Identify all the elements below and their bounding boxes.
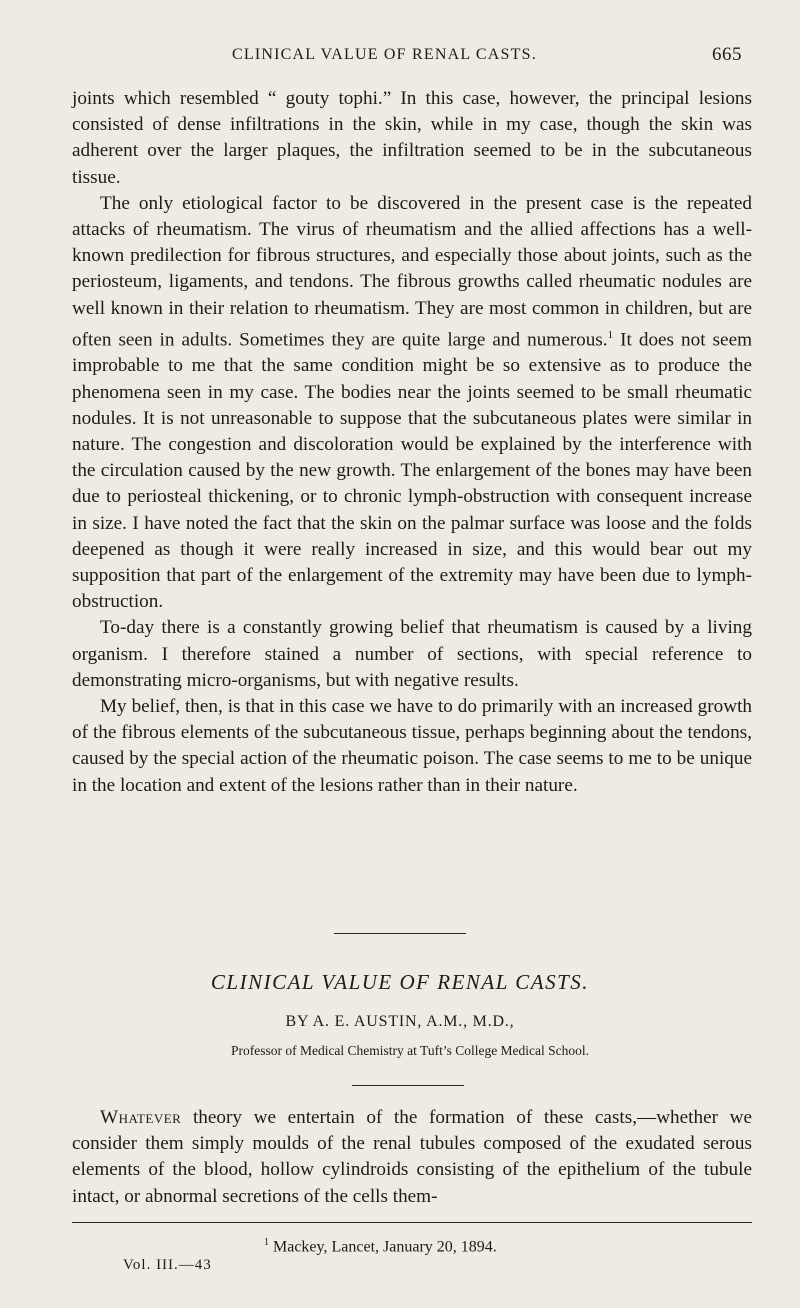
footnote-text: Mackey, Lancet, January 20, 1894.	[273, 1238, 497, 1256]
footnote-number: 1	[264, 1237, 269, 1248]
paragraph	[72, 191, 752, 616]
paragraph-text: The only etiological factor to be discovered in the present case is the repeated attacks of rheumatism. The virus of rheumatism and the allied affections has a well-known predilection for fibrous structures, and especially those about joints, such as the periosteum, ligaments, and tendons. The fibrous growths called rheumatic nodules are well known in their relation to rheumatism. They are most common in children, but are often seen in adults. Sometimes they are quite large and numerous.	[72, 192, 752, 351]
footnote-marker: 1	[607, 328, 614, 341]
article-intro	[72, 1105, 752, 1210]
paragraph: To-day there is a constantly growing belief that rheumatism is caused by a living organism. I therefore stained a number of sections, with special reference to demonstrating micro-organisms, but with negative results.	[72, 617, 752, 691]
paragraph-text: It does not seem improbable to me that the same condition might be so extensive as to produce the phenomena seen in my case. The bodies near the joints seemed to be small rheumatic nodules. It is not unreasonable to suppose that the subcutaneous plates were similar in nature. The congestion and discoloration would be explained by the interference with the circulation caused by the new growth. The enlargement of the bones may have been due to periosteal thickening, or to chronic lymph-obstruction with consequent increase in size. I have noted the fact that the skin on the palmar surface was loose and the folds deepened as though it were really increased in size, and this would bear out my supposition that part of the enlargement of the extremity may have been due to lymph-obstruction.	[72, 329, 753, 613]
page-number: 665	[712, 44, 742, 65]
intro-lead-word: Whatever	[100, 1107, 182, 1128]
byline-divider	[352, 1085, 464, 1086]
article-title: CLINICAL VALUE OF RENAL CASTS.	[210, 970, 590, 994]
footnote-rule	[72, 1222, 752, 1223]
section-divider	[334, 933, 466, 934]
running-head	[0, 46, 800, 72]
volume-signature: Vol. III.—43	[123, 1257, 212, 1273]
body-text	[72, 86, 752, 799]
paragraph	[72, 1105, 752, 1210]
footnote	[264, 1237, 497, 1256]
article-byline: BY A. E. AUSTIN, A.M., M.D.,	[285, 1013, 515, 1030]
paragraph: joints which resembled “ gouty tophi.” In this case, however, the principal lesions consisted of dense infiltrations in the skin, while in my case, though the skin was adherent over the larger plaques, the infiltration seemed to be in the subcutaneous tissue.	[72, 88, 752, 188]
paragraph: My belief, then, is that in this case we have to do primarily with an increased growth of the fibrous elements of the subcutaneous tissue, perhaps beginning about the tendons, caused by the special action of the rheumatic poison. The case seems to me to be unique in the location and extent of the lesions rather than in their nature.	[72, 696, 752, 796]
article-affiliation: Professor of Medical Chemistry at Tuft’s College Medical School.	[230, 1043, 590, 1058]
running-title: CLINICAL VALUE OF RENAL CASTS.	[232, 46, 537, 63]
paragraph-text: theory we entertain of the formation of these casts,—whether we consider them simply moulds of the renal tubules composed of the exudated serous elements of the blood, hollow cylindroids consisting of the epithelium of the tubule intact, or abnormal secretions of the cells them-	[72, 1107, 752, 1207]
